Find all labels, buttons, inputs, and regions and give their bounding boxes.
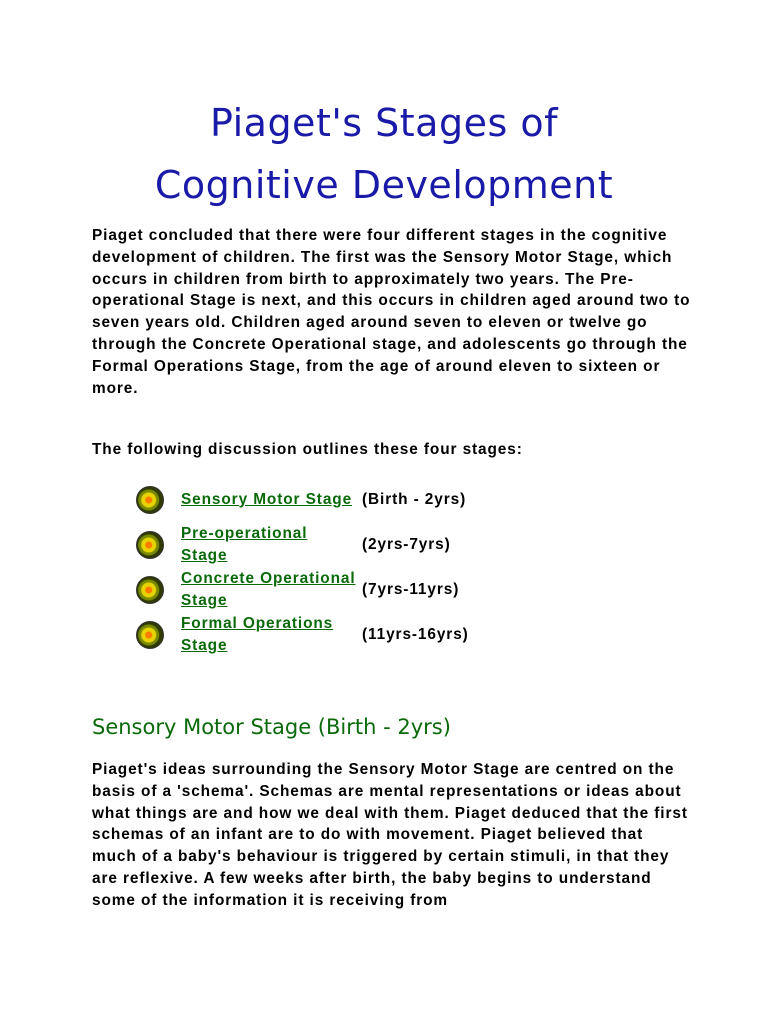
stage-ages: (7yrs-11yrs) <box>362 580 460 598</box>
stage-row <box>136 522 472 567</box>
title-line-2: Cognitive Development <box>154 163 614 207</box>
stage-link-concrete-operational[interactable]: Concrete Operational Stage <box>181 569 356 609</box>
stage-ages: (11yrs-16yrs) <box>362 625 469 643</box>
page-title <box>0 92 768 216</box>
section-heading: Sensory Motor Stage (Birth - 2yrs) <box>92 715 451 739</box>
intro-paragraph: Piaget concluded that there were four different stages in the cognitive development of children. The first was the Sensory Motor Stage, which occurs in children from birth to approximately two years. The Pre-operational Stage is next, and this occurs in children aged around two to seven years old. Children aged around seven to eleven or twelve go through the Concrete Operational stage, and adolescents go through the Formal Operations Stage, from the age of around eleven to sixteen or more. <box>92 227 691 397</box>
stage-row <box>136 567 472 612</box>
yellow-ball-icon <box>136 531 164 559</box>
yellow-ball-icon <box>136 576 164 604</box>
yellow-ball-icon <box>136 621 164 649</box>
stage-link-formal-operations[interactable]: Formal Operations Stage <box>181 614 334 654</box>
stage-row <box>136 477 472 522</box>
section-body-paragraph: Piaget's ideas surrounding the Sensory Motor Stage are centred on the basis of a 'schema'. Schemas are mental representations or ideas about what things are and how we deal with them. Piaget deduced that the first schemas of an infant are to do with movement. Piaget believed that much of a baby's behaviour is triggered by certain stimuli, in that they are reflexive. A few weeks after birth, the baby begins to understand some of the information it is receiving from <box>92 761 688 909</box>
stage-ages: (Birth - 2yrs) <box>362 490 467 508</box>
lead-paragraph: The following discussion outlines these four stages: <box>92 441 523 458</box>
stages-table <box>136 477 472 657</box>
stage-ages: (2yrs-7yrs) <box>362 535 451 553</box>
stage-link-pre-operational[interactable]: Pre-operational Stage <box>181 524 308 564</box>
stage-link-sensory-motor[interactable]: Sensory Motor Stage <box>181 490 353 508</box>
yellow-ball-icon <box>136 486 164 514</box>
title-line-1: Piaget's Stages of <box>210 101 558 145</box>
stage-row <box>136 612 472 657</box>
